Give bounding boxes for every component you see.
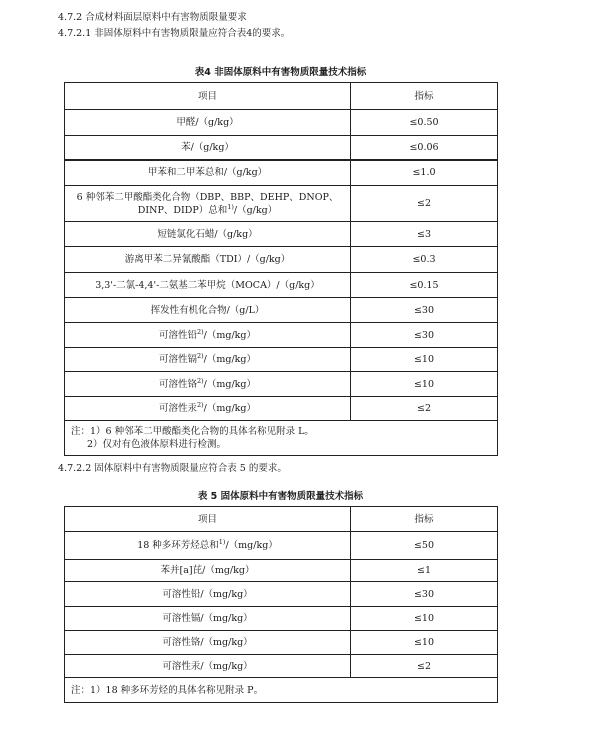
table-row [65,323,498,348]
value-cell: ≤50 [351,532,498,560]
table-row [65,560,498,582]
item-cell [65,655,351,678]
value-cell: ≤3 [351,222,498,247]
item-unit: /（mg/kg） [203,354,257,365]
section-subheading: 4.7.2.1 非固体原料中有害物质限量应符合表4的要求。 [58,28,291,39]
item-unit: /（g/kg） [233,204,278,216]
table-row [65,397,498,421]
table5-header-row [65,507,498,532]
table5-col-item: 项目 [65,507,351,532]
table-row [65,160,498,186]
item-unit: /（mg/kg） [203,403,257,414]
table-row [65,110,498,136]
item-cell [65,397,351,421]
item-cell [65,631,351,655]
note-row [65,678,498,703]
item-cell [65,247,351,273]
item-cell [65,348,351,372]
item-text: 甲苯和二甲苯总和/（g/kg） [147,167,268,179]
item-text: 可溶性镉 [158,354,197,365]
item-cell [65,582,351,607]
item-cell [65,110,351,136]
item-text: 甲醛/（g/kg） [176,117,239,128]
item-text: 3,3'-二氯-4,4'-二氨基二苯甲烷（MOCA）/（g/kg） [95,279,320,291]
note-line: 注：1）6 种邻苯二甲酸酯类化合物的具体名称见附录 L。 [71,426,314,437]
footnote-mark: 2) [197,327,204,336]
table4-header-row [65,83,498,110]
item-text: 苯/（g/kg） [181,141,234,153]
section-subheading-2: 4.7.2.2 固体原料中有害物质限量应符合表 5 的要求。 [58,463,287,474]
item-cell [65,136,351,160]
item-cell [65,607,351,631]
table-row [65,136,498,160]
table4-col-value: 指标 [351,83,498,110]
item-text: 可溶性汞/（mg/kg） [162,660,253,672]
item-unit: /（mg/kg） [225,540,278,551]
item-text: 可溶性铬/（mg/kg） [162,637,253,648]
item-cell [65,160,351,186]
table4-col-item: 项目 [65,83,351,110]
item-text: 挥发性有机化合物/（g/L） [150,304,265,316]
value-cell: ≤30 [351,582,498,607]
item-text: 可溶性铅/（mg/kg） [162,588,253,600]
item-text: 可溶性铬 [158,378,197,390]
value-cell: ≤1.0 [351,160,498,186]
footnote-mark: 2) [197,376,204,385]
item-text: 游离甲苯二异氰酸酯（TDI）/（g/kg） [124,254,291,265]
item-text: 18 种多环芳烃总和 [137,540,219,551]
table4 [64,82,498,456]
item-text: 可溶性铅 [158,329,197,341]
value-cell: ≤30 [351,298,498,323]
item-unit: /（mg/kg） [203,378,257,390]
value-cell: ≤2 [351,397,498,421]
item-cell [65,273,351,298]
value-cell: ≤10 [351,607,498,631]
footnote-mark: 2) [197,401,204,409]
footnote-mark: 1) [218,538,226,546]
value-cell: ≤0.15 [351,273,498,298]
note-line: 注：1）18 种多环芳烃的具体名称见附录 P。 [71,684,264,696]
table-row [65,372,498,397]
item-cell [65,560,351,582]
table4-caption: 表4 非固体原料中有害物质限量技术指标 [194,67,367,78]
note-cell [65,678,498,703]
value-cell: ≤10 [351,631,498,655]
item-text: 可溶性汞 [158,403,197,414]
value-cell: ≤0.06 [351,136,498,160]
item-text: 可溶性镉/（mg/kg） [162,613,253,624]
item-cell [65,323,351,348]
section-heading: 4.7.2 合成材料面层原料中有害物质限量要求 [58,12,247,23]
note-row [65,421,498,456]
item-text: 苯并[a]芘/（mg/kg） [160,565,255,576]
item-text: 短链氯化石蜡/（g/kg） [157,228,258,240]
table-row [65,607,498,631]
table-row [65,222,498,247]
note-line: 2）仅对有色液体原料进行检测。 [87,439,227,450]
value-cell: ≤30 [351,323,498,348]
item-cell [65,222,351,247]
item-unit: /（mg/kg） [203,329,257,341]
item-text: 6 种邻苯二甲酸酯类化合物（DBP、BBP、DEHP、DNOP、DINP、DIDP）总和 [76,191,339,216]
value-cell: ≤2 [351,655,498,678]
table-row [65,582,498,607]
item-cell [65,532,351,560]
value-cell: ≤0.50 [351,110,498,136]
value-cell: ≤1 [351,560,498,582]
value-cell: ≤2 [351,186,498,222]
table-row [65,631,498,655]
table-row [65,273,498,298]
table-row [65,348,498,372]
table-row [65,532,498,560]
item-cell [65,186,351,222]
table-row [65,298,498,323]
table-row [65,186,498,222]
table-row [65,247,498,273]
item-cell [65,298,351,323]
footnote-mark: 1) [227,202,234,211]
value-cell: ≤10 [351,348,498,372]
table5-caption: 表 5 固体原料中有害物质限量技术指标 [197,491,364,502]
value-cell: ≤0.3 [351,247,498,273]
footnote-mark: 2) [197,352,204,360]
value-cell: ≤10 [351,372,498,397]
note-cell [65,421,498,456]
table5 [64,506,498,703]
table5-col-value: 指标 [351,507,498,532]
table-row [65,655,498,678]
item-cell [65,372,351,397]
